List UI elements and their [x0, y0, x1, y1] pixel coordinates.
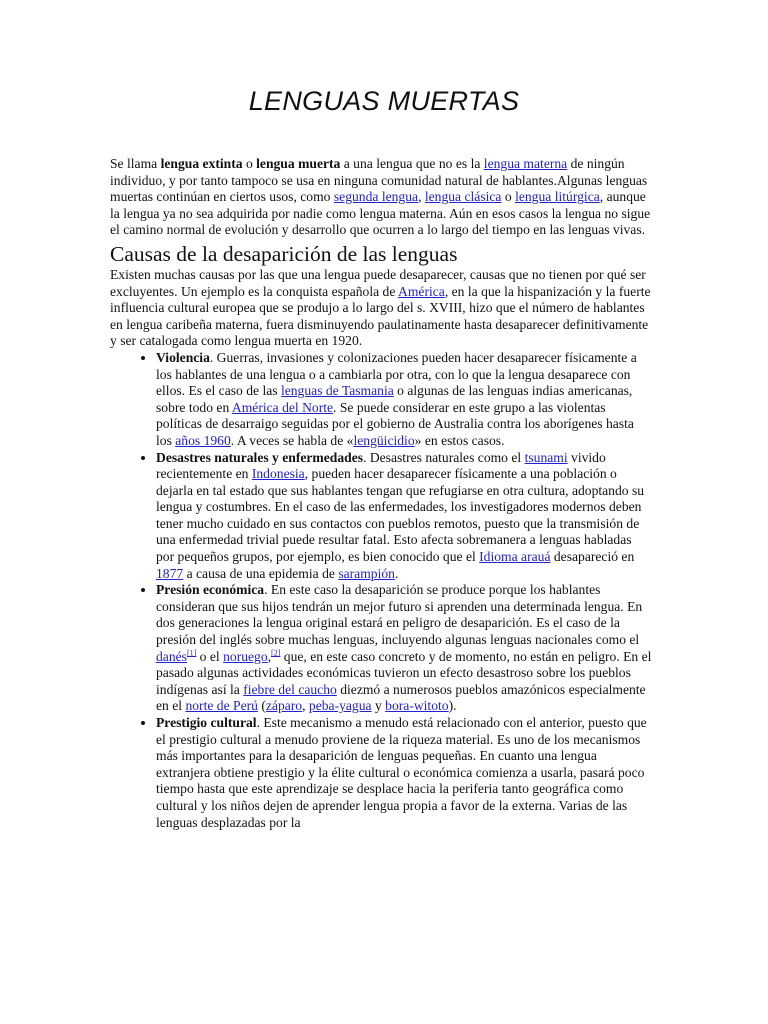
text: o — [501, 189, 516, 205]
text: Existen muchas causas por las que una lengua puede desaparecer, causas que no tienen por qué ser excluyentes. Un ejemplo es la conquista española de — [110, 266, 646, 299]
text: , pueden hacer desaparecer físicamente a una población o dejarla en tal estado que sus hablantes tengan que refugiarse en otra cultura, adoptando su lengua y costumbres. En el caso de las enfermedades, los investigadores modernos deben tener mucho cuidado en sus contactos con pueblos remotos, puesto que la transmisión de una enfermedad trivial puede resultar fatal. Esto afecta sobremanera a lenguas habladas por pequeños grupos, por ejemplo, es bien conocido que el — [156, 466, 645, 565]
text: . Este mecanismo a menudo está relacionado con el anterior, puesto que el prestigio cultural a menudo proviene de la riqueza material. Es uno de los mecanismos más importantes para la desaparición de lenguas pequeñas. En cuanto una lengua extranjera obtiene prestigio y la élite cultural o económica comienza a usarla, pasará poco tiempo hasta que este aprendizaje se desplace hacia la periferia tanto geográfica como cultural y los niños dejen de aprender lengua propia a favor de la externa. Varias de las lenguas desplazadas por la — [156, 715, 647, 830]
link-indonesia[interactable]: Indonesia — [251, 466, 305, 482]
cause-name: Violencia — [156, 349, 210, 365]
text: o — [242, 156, 257, 171]
link-lenguas-tasmania[interactable]: lenguas de Tasmania — [280, 383, 394, 399]
text: , en la que la hispanización y la fuerte influencia cultural europea que se produjo a lo largo del s. XVIII, hizo que el número de hablantes en lengua caribeña materna, fuera disminuyendo paulatinamente hasta desaparecer definitivamente y ser catalogada como lengua muerta en 1920. — [110, 283, 651, 349]
causes-list — [110, 350, 652, 831]
section-heading: Causas de la desaparición de las lenguas — [110, 241, 458, 266]
document-body — [110, 156, 652, 831]
link-peba-yagua[interactable]: peba-yagua — [308, 698, 372, 714]
text: . Se puede considerar en este grupo a las violentas políticas de desarraigo seguidas por el gobierno de Australia contra los aborígenes hasta los — [156, 399, 634, 448]
link-tsunami[interactable]: tsunami — [524, 449, 568, 465]
cause-name: Presión económica — [156, 582, 265, 598]
link-lengua-clasica[interactable]: lengua clásica — [424, 189, 502, 205]
text: , — [267, 648, 272, 664]
text: y — [371, 698, 386, 714]
link-segunda-lengua[interactable]: segunda lengua — [333, 189, 419, 205]
cause-name: Desastres naturales y enfermedades — [156, 449, 364, 465]
link-1877[interactable]: 1877 — [156, 565, 184, 581]
text: . En este caso la desaparición se produce porque los hablantes consideran que sus hijos tendrán un mejor futuro si aprenden una determinada lengua. En dos generaciones la lengua original estará en peligro de desaparición. Es el caso de la presión del inglés sobre muchas lenguas, incluyendo algunas lenguas nacionales como el — [156, 582, 643, 648]
footnote-link-1[interactable]: [1] — [186, 648, 197, 658]
text: ). — [448, 698, 457, 714]
list-item-presion-economica — [156, 582, 652, 715]
link-lengua-materna[interactable]: lengua materna — [483, 156, 568, 171]
text: a una lengua que no es la — [340, 156, 484, 171]
list-item-prestigio-cultural — [156, 715, 652, 831]
link-idioma-araua[interactable]: Idioma arauá — [479, 549, 551, 565]
text: . Guerras, invasiones y colonizaciones pueden hacer desaparecer físicamente a los hablantes de una lengua o a cambiarla por otra, con lo que la lengua desaparece con ellos. Es el caso de las — [156, 349, 637, 399]
section-intro-paragraph — [110, 267, 652, 350]
text: o algunas de las lenguas indias americanas, sobre todo en — [156, 383, 633, 415]
link-noruego[interactable]: noruego — [223, 648, 268, 664]
text: o el — [196, 648, 224, 664]
text: Se llama — [110, 156, 161, 171]
text: que, en este caso concreto y de momento, no están en peligro. En el pasado algunas actividades económicas tuvieron un efecto desastroso sobre los pueblos indígenas así la — [156, 648, 652, 697]
text: . A veces se habla de « — [230, 432, 354, 448]
link-zaparo[interactable]: záparo — [265, 698, 303, 714]
list-item-violencia — [156, 350, 652, 450]
text: desapareció en — [550, 549, 635, 565]
cause-name: Prestigio cultural — [156, 715, 257, 730]
text: . — [394, 565, 399, 581]
link-anos-1960[interactable]: años 1960 — [175, 432, 231, 448]
link-lenguicidio[interactable]: lengüicidio — [353, 432, 415, 448]
link-danes[interactable]: danés — [156, 648, 187, 664]
link-lengua-liturgica[interactable]: lengua litúrgica — [515, 189, 600, 205]
text: vivido recientemente en — [156, 449, 606, 482]
bold-term: lengua muerta — [256, 156, 341, 171]
footnote-link-2[interactable]: [2] — [271, 648, 281, 658]
text: » en estos casos. — [414, 432, 505, 448]
text: . Desastres naturales como el — [363, 449, 525, 465]
link-norte-de-peru[interactable]: norte de Perú — [185, 698, 258, 714]
text: diezmó a numerosos pueblos amazónicos especialmente en el — [156, 681, 646, 714]
link-bora-witoto[interactable]: bora-witoto — [385, 698, 449, 714]
list-item-desastres — [156, 450, 652, 583]
link-sarampion[interactable]: sarampión — [338, 565, 395, 581]
link-america-del-norte[interactable]: América del Norte — [231, 399, 334, 415]
text: a causa de una epidemia de — [183, 565, 339, 581]
page-title: LENGUAS MUERTAS — [248, 86, 520, 116]
link-fiebre-del-caucho[interactable]: fiebre del caucho — [243, 681, 337, 697]
text: , aunque la lengua ya no sea adquirida por nadie como lengua materna. Aún en esos casos la lengua no sigue el camino normal de evolución y desarrollo que ocurren a lo largo del tiempo en las lenguas vivas. — [110, 189, 651, 238]
bold-term: lengua extinta — [160, 156, 243, 171]
text: , — [418, 189, 425, 205]
text: de ningún individuo, y por tanto tampoco se usa en ninguna comunidad natural de hablantes.Algunas lenguas muertas continúan en ciertos usos, como — [110, 156, 648, 205]
link-america[interactable]: América — [398, 283, 445, 299]
intro-paragraph — [110, 156, 652, 239]
text: ( — [257, 698, 266, 714]
text: , — [302, 698, 309, 714]
